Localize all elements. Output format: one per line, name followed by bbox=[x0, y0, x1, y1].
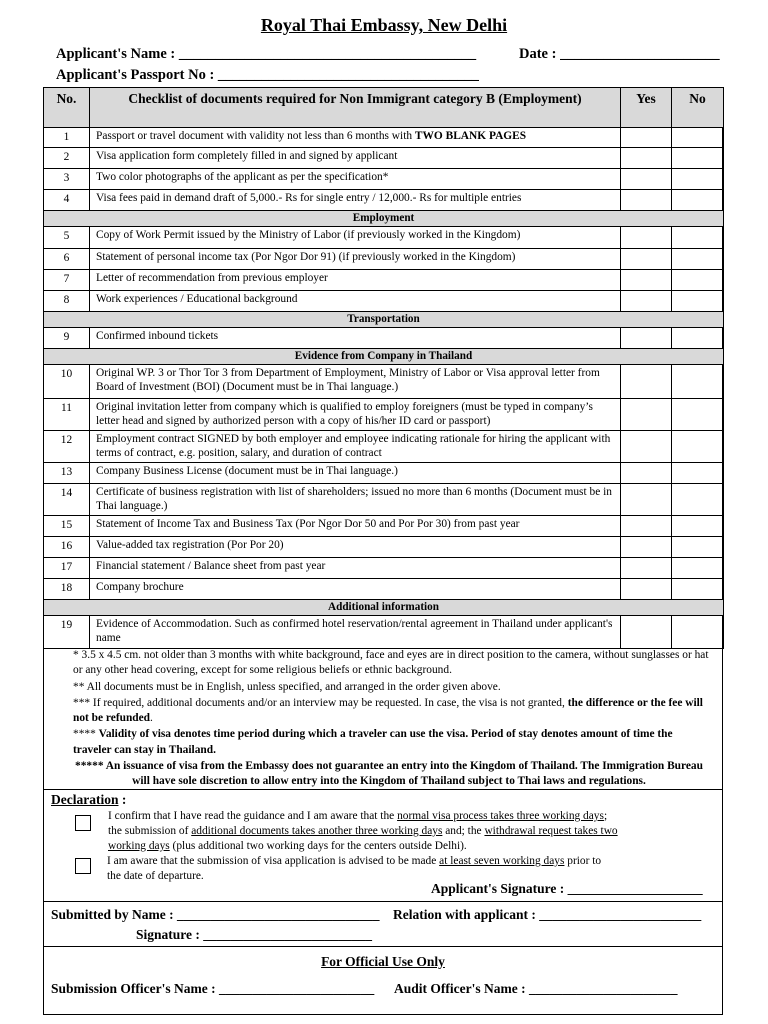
yes-cell[interactable] bbox=[621, 190, 672, 211]
yes-cell[interactable] bbox=[621, 579, 672, 600]
header-checklist: Checklist of documents required for Non Immigrant category B (Employment) bbox=[90, 88, 621, 128]
no-cell[interactable] bbox=[672, 249, 724, 270]
no-cell[interactable] bbox=[672, 431, 724, 463]
no-cell[interactable] bbox=[672, 399, 724, 431]
row-number: 17 bbox=[44, 558, 90, 579]
row-number: 5 bbox=[44, 227, 90, 249]
no-cell[interactable] bbox=[672, 227, 724, 249]
row-number: 12 bbox=[44, 431, 90, 463]
row-number: 15 bbox=[44, 516, 90, 537]
row-number: 1 bbox=[44, 128, 90, 148]
yes-cell[interactable] bbox=[621, 463, 672, 484]
row-number: 19 bbox=[44, 616, 90, 649]
table-header-row bbox=[44, 88, 724, 128]
section-label: Employment bbox=[44, 211, 724, 227]
no-cell[interactable] bbox=[672, 579, 724, 600]
submitted-by-name-field[interactable]: Submitted by Name : ______________________________ bbox=[51, 907, 380, 922]
applicant-signature-field[interactable]: Applicant's Signature : ____________________ bbox=[431, 881, 703, 896]
table-row bbox=[44, 579, 724, 600]
no-cell[interactable] bbox=[672, 484, 724, 516]
row-description: Letter of recommendation from previous employer bbox=[90, 270, 621, 291]
row-description: Financial statement / Balance sheet from past year bbox=[90, 558, 621, 579]
declaration-checkbox-2[interactable] bbox=[75, 858, 91, 874]
section-additional-information bbox=[44, 600, 724, 616]
no-cell[interactable] bbox=[672, 463, 724, 484]
relation-field[interactable]: Relation with applicant : ________________________ bbox=[393, 907, 702, 922]
table-row bbox=[44, 365, 724, 399]
row-description: Two color photographs of the applicant as per the specification* bbox=[90, 169, 621, 190]
section-label: Evidence from Company in Thailand bbox=[44, 349, 724, 365]
yes-cell[interactable] bbox=[621, 365, 672, 399]
passport-no-field[interactable]: Applicant's Passport No : ____________________________________ bbox=[56, 67, 479, 83]
no-cell[interactable] bbox=[672, 291, 724, 312]
row-number: 8 bbox=[44, 291, 90, 312]
page-title: Royal Thai Embassy, New Delhi bbox=[260, 15, 508, 35]
table-row bbox=[44, 128, 724, 148]
row-description: Value-added tax registration (Por Por 20) bbox=[90, 537, 621, 558]
row-number: 18 bbox=[44, 579, 90, 600]
row-description: Statement of personal income tax (Por Ngor Dor 91) (if previously worked in the Kingdom) bbox=[90, 249, 621, 270]
date-field[interactable]: Date : ______________________ bbox=[519, 46, 720, 62]
yes-cell[interactable] bbox=[621, 516, 672, 537]
checklist-table bbox=[43, 87, 724, 649]
submission-officer-field[interactable]: Submission Officer's Name : _______________________ bbox=[51, 981, 375, 996]
row-description: Employment contract SIGNED by both employer and employee indicating rationale for hiring the applicant with terms of contract, e.g. position, salary, and duration of contract bbox=[90, 431, 621, 463]
divider bbox=[43, 901, 723, 902]
yes-cell[interactable] bbox=[621, 431, 672, 463]
divider bbox=[43, 946, 723, 947]
row-number: 7 bbox=[44, 270, 90, 291]
table-row bbox=[44, 190, 724, 211]
row-description: Visa fees paid in demand draft of 5,000.- Rs for single entry / 12,000.- Rs for multiple entries bbox=[90, 190, 621, 211]
row-number: 9 bbox=[44, 328, 90, 349]
section-label: Transportation bbox=[44, 312, 724, 328]
row-description: Passport or travel document with validity not less than 6 months with TWO BLANK PAGES bbox=[90, 128, 621, 148]
row-description: Certificate of business registration with list of shareholders; issued no more than 6 months (Document must be in Thai language.) bbox=[90, 484, 621, 516]
note-visa-validity: **** Validity of visa denotes time period during which a traveler can use the visa. Period of stay denotes amount of time the traveler can stay in Thailand. bbox=[73, 728, 673, 756]
row-description: Original invitation letter from company which is qualified to employ foreigners (must be typed in company’s letter head and signed by authorized person with a copy of his/her ID card or passport) bbox=[90, 399, 621, 431]
declaration-text-1: I confirm that I have read the guidance and I am aware that the normal visa process takes three working days; the submission of additional documents takes another three working days and; the withdrawal request takes two working days (plus additional two working days for the centers outside Delhi). bbox=[108, 810, 618, 852]
yes-cell[interactable] bbox=[621, 291, 672, 312]
row-description: Original WP. 3 or Thor Tor 3 from Department of Employment, Ministry of Labor or Visa approval letter from Board of Investment (BOI) (Document must be in Thai language.) bbox=[90, 365, 621, 399]
row-description: Company brochure bbox=[90, 579, 621, 600]
table-row bbox=[44, 328, 724, 349]
yes-cell[interactable] bbox=[621, 169, 672, 190]
declaration-heading: Declaration : bbox=[51, 792, 127, 807]
row-number: 10 bbox=[44, 365, 90, 399]
yes-cell[interactable] bbox=[621, 249, 672, 270]
yes-cell[interactable] bbox=[621, 399, 672, 431]
declaration-checkbox-1[interactable] bbox=[75, 815, 91, 831]
declaration-text-2: I am aware that the submission of visa application is advised to be made at least seven working days prior to the date of departure. bbox=[107, 855, 602, 882]
note-additional-docs: *** If required, additional documents and/or an interview may be requested. In case, the visa is not granted, the difference or the fee will not be refunded. bbox=[73, 696, 703, 725]
table-row bbox=[44, 463, 724, 484]
header-no: No. bbox=[44, 88, 90, 128]
row-description: Company Business License (document must be in Thai language.) bbox=[90, 463, 621, 484]
applicant-name-field[interactable]: Applicant's Name : _________________________________________ bbox=[56, 46, 477, 62]
section-employment bbox=[44, 211, 724, 227]
no-cell[interactable] bbox=[672, 128, 724, 148]
row-description: Copy of Work Permit issued by the Ministry of Labor (if previously worked in the Kingdom) bbox=[90, 227, 621, 249]
table-row bbox=[44, 537, 724, 558]
header-no-col: No bbox=[672, 88, 724, 128]
no-cell[interactable] bbox=[672, 190, 724, 211]
yes-cell[interactable] bbox=[621, 558, 672, 579]
row-description: Statement of Income Tax and Business Tax (Por Ngor Dor 50 and Por Por 30) from past year bbox=[90, 516, 621, 537]
row-number: 16 bbox=[44, 537, 90, 558]
yes-cell[interactable] bbox=[621, 148, 672, 169]
table-row bbox=[44, 431, 724, 463]
table-row bbox=[44, 169, 724, 190]
no-cell[interactable] bbox=[672, 365, 724, 399]
row-number: 11 bbox=[44, 399, 90, 431]
no-cell[interactable] bbox=[672, 328, 724, 349]
row-number: 2 bbox=[44, 148, 90, 169]
note-entry-guarantee: ***** An issuance of visa from the Embassy does not guarantee an entry into the Kingdom of Thailand. The Immigration Bureau will have sole discretion to allow entry into the Kingdom of Thailand subject to Thai laws and regulations. bbox=[75, 759, 703, 788]
header-yes: Yes bbox=[621, 88, 672, 128]
note-language: ** All documents must be in English, unless specified, and arranged in the order given above. bbox=[73, 680, 501, 693]
row-description: Work experiences / Educational background bbox=[90, 291, 621, 312]
yes-cell[interactable] bbox=[621, 227, 672, 249]
section-company-evidence bbox=[44, 349, 724, 365]
table-row bbox=[44, 227, 724, 249]
row-description: Visa application form completely filled in and signed by applicant bbox=[90, 148, 621, 169]
table-row bbox=[44, 516, 724, 537]
no-cell[interactable] bbox=[672, 516, 724, 537]
section-transportation bbox=[44, 312, 724, 328]
yes-cell[interactable] bbox=[621, 484, 672, 516]
table-row bbox=[44, 616, 724, 649]
yes-cell[interactable] bbox=[621, 537, 672, 558]
row-description: Evidence of Accommodation. Such as confirmed hotel reservation/rental agreement in Thailand under applicant's name bbox=[90, 616, 621, 649]
table-row bbox=[44, 148, 724, 169]
note-photo-spec: * 3.5 x 4.5 cm. not older than 3 months with white background, face and eyes are in direct position to the camera, without sunglasses or hat or any other head covering, except for some religious beliefs or ethnic background. bbox=[73, 649, 709, 677]
yes-cell[interactable] bbox=[621, 270, 672, 291]
submitter-signature-field[interactable]: Signature : _________________________ bbox=[136, 927, 373, 942]
table-row bbox=[44, 484, 724, 516]
row-number: 14 bbox=[44, 484, 90, 516]
table-row bbox=[44, 270, 724, 291]
no-cell[interactable] bbox=[672, 169, 724, 190]
notes-section bbox=[43, 648, 723, 791]
no-cell[interactable] bbox=[672, 148, 724, 169]
yes-cell[interactable] bbox=[621, 328, 672, 349]
audit-officer-field[interactable]: Audit Officer's Name : ______________________ bbox=[394, 981, 678, 996]
row-description: Confirmed inbound tickets bbox=[90, 328, 621, 349]
table-row bbox=[44, 399, 724, 431]
official-use-heading: For Official Use Only bbox=[321, 954, 445, 969]
row-number: 13 bbox=[44, 463, 90, 484]
no-cell[interactable] bbox=[672, 616, 724, 649]
section-label: Additional information bbox=[44, 600, 724, 616]
yes-cell[interactable] bbox=[621, 128, 672, 148]
no-cell[interactable] bbox=[672, 270, 724, 291]
no-cell[interactable] bbox=[672, 558, 724, 579]
no-cell[interactable] bbox=[672, 537, 724, 558]
divider bbox=[43, 789, 723, 790]
row-number: 3 bbox=[44, 169, 90, 190]
table-row bbox=[44, 558, 724, 579]
row-number: 6 bbox=[44, 249, 90, 270]
table-row bbox=[44, 249, 724, 270]
yes-cell[interactable] bbox=[621, 616, 672, 649]
row-number: 4 bbox=[44, 190, 90, 211]
table-row bbox=[44, 291, 724, 312]
